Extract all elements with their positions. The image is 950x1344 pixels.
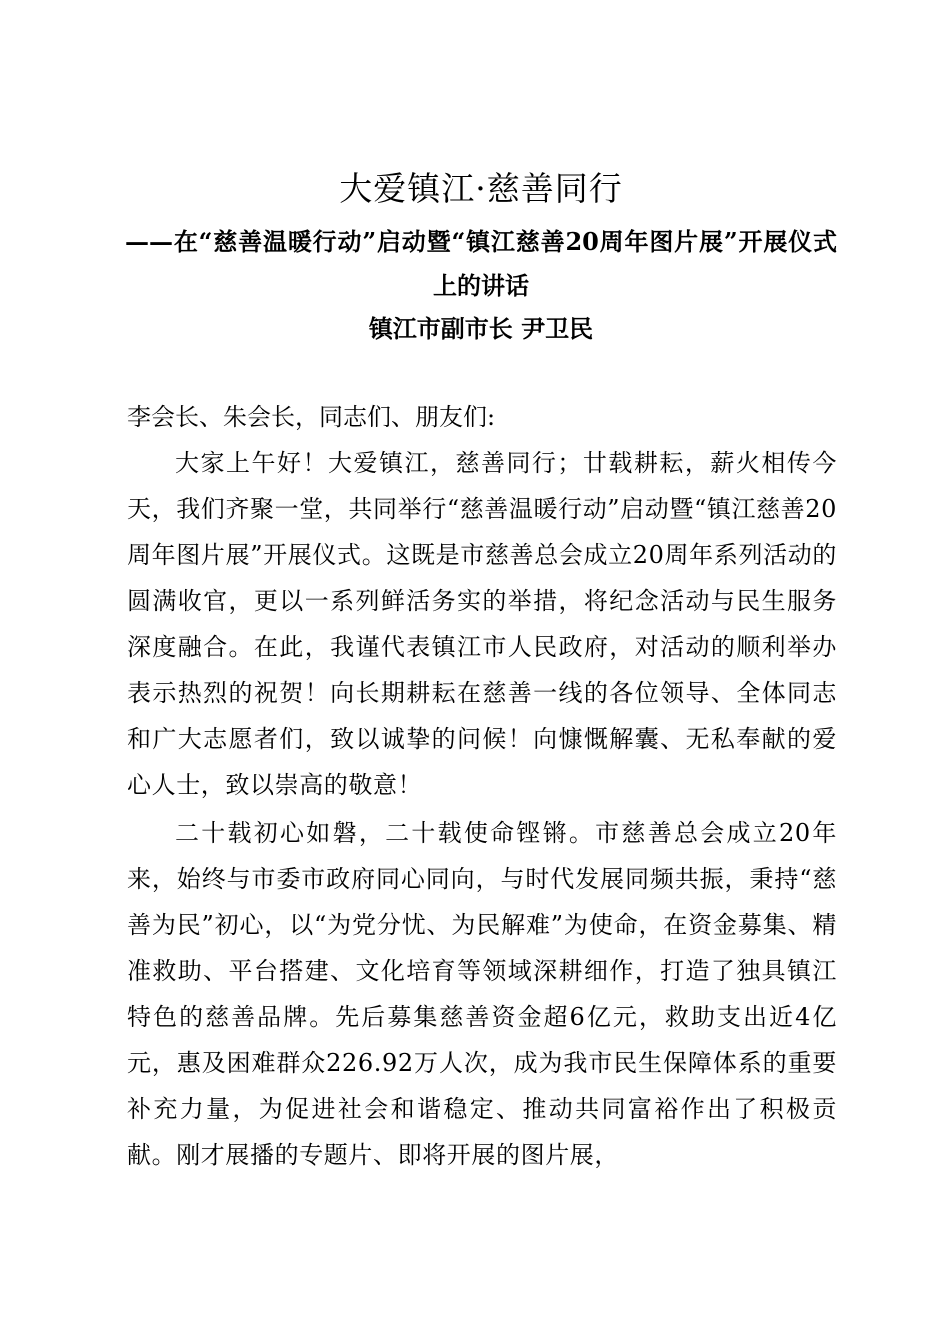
paragraph: 大家上午好！大爱镇江，慈善同行；廿载耕耘，薪火相传今天，我们齐聚一堂，共同举行“慈善温暖行动”启动暨“镇江慈善20周年图片展”开展仪式。这既是市慈善总会成立20周年系列活动的圆满收官，更以一系列鲜活务实的举措，将纪念活动与民生服务深度融合。在此，我谨代表镇江市人民政府，对活动的顺利举办表示热烈的祝贺！向长期耕耘在慈善一线的各位领导、全体同志和广大志愿者们，致以诚挚的问候！向慷慨解囊、无私奉献的爱心人士，致以崇高的敬意！ [127,449,837,799]
document-body [127,394,837,1178]
document-author: 镇江市副市长 尹卫民 [368,314,594,343]
salutation: 李会长、朱会长，同志们、朋友们: [127,403,496,431]
paragraph: 二十载初心如磐，二十载使命铿锵。市慈善总会成立20年来，始终与市委市政府同心同向，与时代发展同频共振，秉持“慈善为民”初心，以“为党分忧、为民解难”为使命，在资金募集、精准救助、平台搭建、文化培育等领域深耕细作，打造了独具镇江特色的慈善品牌。先后募集慈善资金超6亿元，救助支出近4亿元，惠及困难群众226.92万人次，成为我市民生保障体系的重要补充力量，为促进社会和谐稳定、推动共同富裕作出了积极贡献。刚才展播的专题片、即将开展的图片展， [127,819,837,1169]
document-title: 大爱镇江·慈善同行 [339,169,623,208]
document-subtitle: ——在“慈善温暖行动”启动暨“镇江慈善20周年图片展”开展仪式上的讲话 [125,227,837,300]
